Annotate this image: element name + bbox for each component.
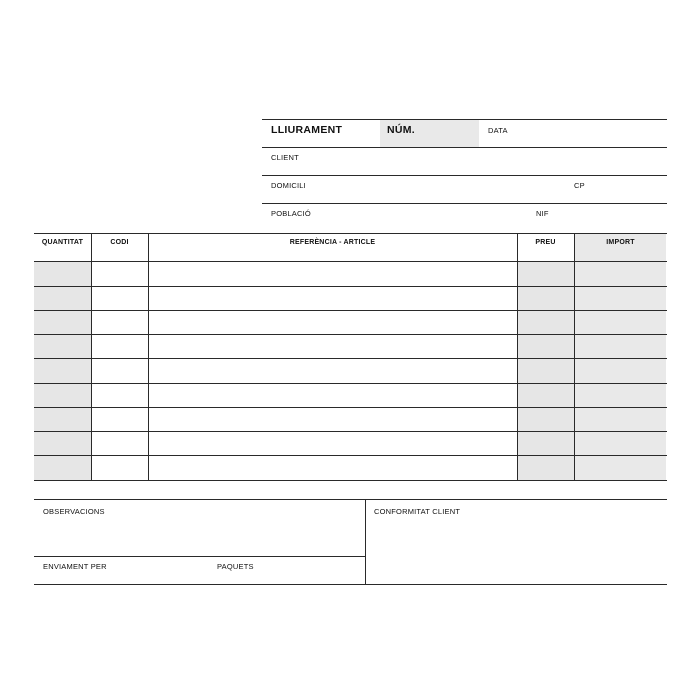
postal-code-field[interactable]	[590, 177, 666, 202]
header-line-3	[262, 203, 667, 204]
date-label: DATA	[488, 126, 508, 135]
footer-bottom-line	[34, 584, 667, 585]
table-top-line	[34, 233, 667, 234]
nif-label: NIF	[536, 209, 549, 218]
document-title: LLIURAMENT	[271, 124, 343, 136]
client-field[interactable]	[305, 149, 665, 174]
table-row-line	[34, 407, 667, 408]
shipping-line	[34, 556, 365, 557]
price-column-shade	[518, 262, 574, 480]
approval-field[interactable]	[368, 518, 664, 582]
table-row-line	[34, 334, 667, 335]
address-field[interactable]	[312, 177, 567, 202]
table-row-line	[34, 286, 667, 287]
header-line-1	[262, 147, 667, 148]
table-row-line	[34, 310, 667, 311]
town-field[interactable]	[315, 205, 530, 232]
date-field[interactable]	[512, 121, 666, 146]
packages-field[interactable]	[255, 558, 361, 582]
shipping-field[interactable]	[110, 558, 210, 582]
column-divider	[91, 233, 92, 480]
header-line-2	[262, 175, 667, 176]
observations-label: OBSERVACIONS	[43, 507, 105, 516]
table-row-line	[34, 455, 667, 456]
column-header-quantity: QUANTITAT	[41, 239, 84, 246]
import-column-shade	[575, 234, 666, 480]
shipping-label: ENVIAMENT PER	[43, 562, 107, 571]
number-label: NÚM.	[387, 124, 416, 136]
column-header-reference: REFERÈNCIA - ARTICLE	[289, 239, 376, 246]
address-label: DOMICILI	[271, 181, 306, 190]
client-label: CLIENT	[271, 153, 299, 162]
column-divider	[517, 233, 518, 480]
table-row-line	[34, 431, 667, 432]
table-bottom-line	[34, 480, 667, 481]
column-header-price: PREU	[535, 239, 556, 246]
column-header-code: CODI	[110, 239, 129, 246]
packages-label: PAQUETS	[217, 562, 254, 571]
quantity-column-shade	[34, 262, 91, 480]
observations-field[interactable]	[36, 518, 362, 554]
nif-field[interactable]	[552, 205, 666, 232]
footer-top-line	[34, 499, 667, 500]
column-header-import: IMPORT	[606, 239, 635, 246]
column-divider	[574, 233, 575, 480]
footer-divider	[365, 499, 366, 584]
column-divider	[148, 233, 149, 480]
postal-code-label: CP	[574, 181, 585, 190]
town-label: POBLACIÓ	[271, 209, 311, 218]
table-row-line	[34, 358, 667, 359]
table-header-line	[34, 261, 667, 262]
table-row-line	[34, 383, 667, 384]
approval-label: CONFORMITAT CLIENT	[374, 507, 461, 516]
